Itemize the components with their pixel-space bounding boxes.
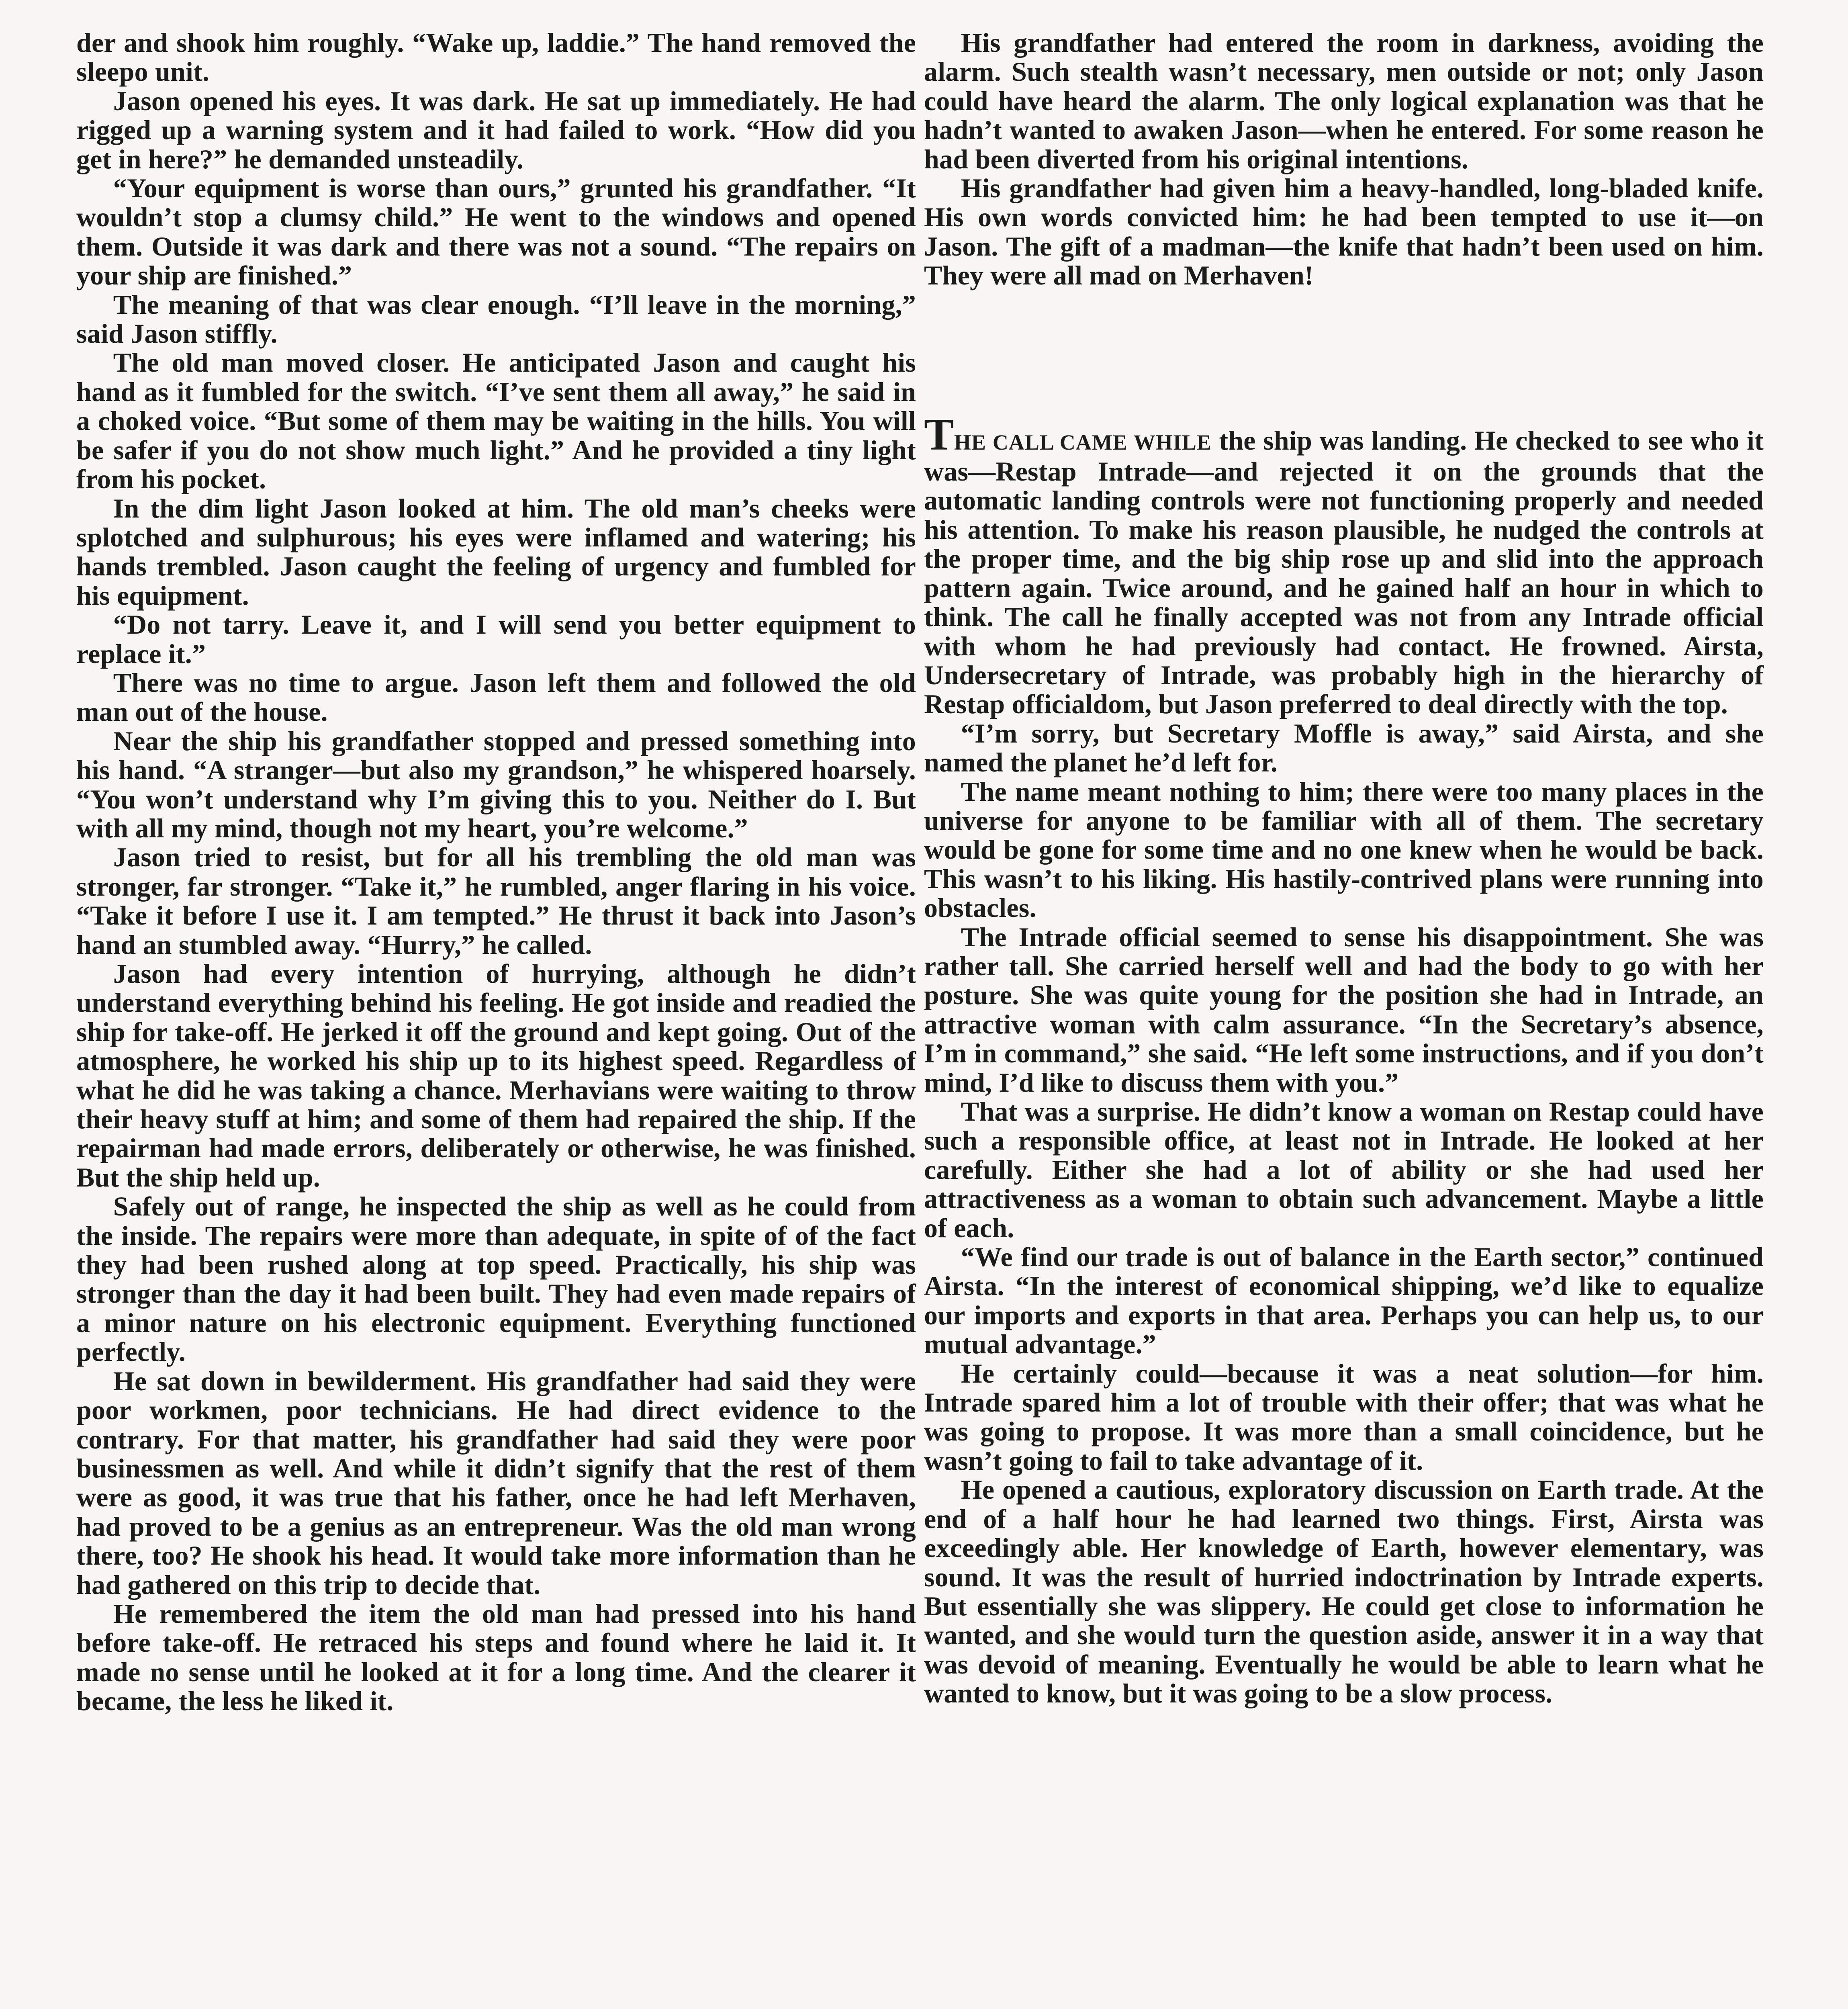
paragraph: Near the ship his grandfather stopped and pressed something into his hand. “A stranger—but also my grandson,” he whispered hoarsely. “You won’t understand why I’m giving this to you. Neither do I. But with all my mind, though not my heart, you’re welcome.” [76, 725, 916, 843]
paragraph: He sat down in bewilderment. His grandfather had said they were poor workmen, poor technicians. He had direct evidence to the contrary. For that matter, his grandfather had said they were poor businessmen as well. And while it didn’t signify that the rest of them were as good, it was true that his father, once he had left Merhaven, had proved to be a genius as an entrepreneur. Was the old man wrong there, too? He shook his head. It would take more information than he had gathered on this trip to decide that. [76, 1365, 916, 1600]
paragraph: “Do not tarry. Leave it, and I will send you better equipment to replace it.” [76, 609, 916, 669]
paragraph: The old man moved closer. He anticipated Jason and caught his hand as it fumbled for the switch. “I’ve sent them all away,” he said in a choked voice. “But some of them may be waiting in the hills. You will be safer if you do not show much light.” And he provided a tiny light from his pocket. [76, 347, 916, 495]
paragraph: His grandfather had entered the room in darkness, avoiding the alarm. Such stealth wasn’t necessary, men outside or not; only Jason could have heard the alarm. The only logical explanation was that he hadn’t wanted to awaken Jason—when he entered. For some reason he had been diverted from his original intentions. [924, 27, 1764, 174]
paragraph: He certainly could—because it was a neat solution—for him. Intrade spared him a lot of trouble with their offer; that was what he was going to propose. It was more than a small coincidence, but he wasn’t going to fail to take advantage of it. [924, 1358, 1764, 1476]
paragraph: That was a surprise. He didn’t know a woman on Restap could have such a responsible office, at least not in Intrade. He looked at her carefully. Either she had a lot of ability or she had used her attractiveness as a woman to obtain such advancement. Maybe a little of each. [924, 1096, 1764, 1243]
section-break [924, 290, 1764, 423]
paragraph: “Your equipment is worse than ours,” grunted his grandfather. “It wouldn’t stop a clumsy child.” He went to the windows and opened them. Outside it was dark and there was not a sound. “The repairs on your ship are finished.” [76, 173, 916, 291]
small-caps-lead: HE CALL CAME WHILE [954, 430, 1212, 454]
paragraph: The name meant nothing to him; there were too many places in the universe for anyone to be familiar with all of them. The secretary would be gone for some time and no one knew when he would be back. This wasn’t to his liking. His hastily-contrived plans were running into obstacles. [924, 776, 1764, 923]
paragraph: der and shook him roughly. “Wake up, laddie.” The hand removed the sleepo unit. [76, 27, 916, 87]
paragraph: The meaning of that was clear enough. “I’ll leave in the morning,” said Jason stiffly. [76, 289, 916, 349]
paragraph: Jason opened his eyes. It was dark. He sat up immediately. He had rigged up a warning system and it had failed to work. “How did you get in here?” he demanded unsteadily. [76, 85, 916, 174]
paragraph: Safely out of range, he inspected the ship as well as he could from the inside. The repairs were more than adequate, in spite of of the fact they had been rushed along at top speed. Practically, his ship was stronger than the day it had been built. They had even made repairs of a minor nature on his electronic equipment. Everything functioned perfectly. [76, 1191, 916, 1367]
opening-text: the ship was landing. He checked to see who it was—Restap Intrade—and rejected it on the grounds that the automatic landing controls were not functioning properly and needed his attention. To make his reason plausible, he nudged the controls at the proper time, and the big ship rose up and slid into the approach pattern again. Twice around, and he gained half an hour in which to think. The call he finally accepted was not from any Intrade official with whom he had previously had contact. He frowned. Airsta, Undersecretary of Intrade, was probably high in the hierarchy of Restap officialdom, but Jason preferred to deal directly with the top. [924, 425, 1764, 720]
paragraph: He opened a cautious, exploratory discussion on Earth trade. At the end of a half hour he had learned two things. First, Airsta was exceedingly able. Her knowledge of Earth, however elementary, was sound. It was the result of hurried indoctrination by Intrade experts. But essentially she was slippery. He could get close to information he wanted, and she would turn the question aside, answer it in a way that was devoid of meaning. Eventually he would be able to learn what he wanted to know, but it was going to be a slow process. [924, 1474, 1764, 1709]
right-column [924, 28, 1764, 1708]
paragraph: In the dim light Jason looked at him. The old man’s cheeks were splotched and sulphurous; his eyes were inflamed and watering; his hands trembled. Jason caught the feeling of urgency and fumbled for his equipment. [76, 493, 916, 611]
paragraph: Jason had every intention of hurrying, although he didn’t understand everything behind his feeling. He got inside and readied the ship for take-off. He jerked it off the ground and kept going. Out of the atmosphere, he worked his ship up to its highest speed. Regardless of what he did he was taking a chance. Merhavians were waiting to throw their heavy stuff at him; and some of them had repaired the ship. If the repairman had made errors, deliberately or otherwise, he was finished. But the ship held up. [76, 958, 916, 1193]
paragraph: Jason tried to resist, but for all his trembling the old man was stronger, far stronger. “Take it,” he rumbled, anger flaring in his voice. “Take it before I use it. I am tempted.” He thrust it back into Jason’s hand an stumbled away. “Hurry,” he called. [76, 842, 916, 960]
left-column [76, 28, 916, 1716]
paragraph: “I’m sorry, but Secretary Moffle is away,” said Airsta, and she named the planet he’d left for. [924, 718, 1764, 778]
paragraph: There was no time to argue. Jason left them and followed the old man out of the house. [76, 667, 916, 727]
paragraph: He remembered the item the old man had pressed into his hand before take-off. He retraced his steps and found where he laid it. It made no sense until he looked at it for a long time. And the clearer it became, the less he liked it. [76, 1598, 916, 1716]
paragraph: His grandfather had given him a heavy-handled, long-bladed knife. His own words convicted him: he had been tempted to use it—on Jason. The gift of a madman—the knife that hadn’t been used on him. They were all mad on Merhaven! [924, 173, 1764, 291]
paragraph: “We find our trade is out of balance in the Earth sector,” continued Airsta. “In the interest of economical shipping, we’d like to equalize our imports and exports in that area. Perhaps you can help us, to our mutual advantage.” [924, 1242, 1764, 1360]
paragraph: The Intrade official seemed to sense his disappointment. She was rather tall. She carried herself well and had the body to go with her posture. She was quite young for the position she had in Intrade, an attractive woman with calm assurance. “In the Secretary’s absence, I’m in command,” she said. “He left some instructions, and if you don’t mind, I’d like to discuss them with you.” [924, 921, 1764, 1098]
drop-cap: T [924, 409, 954, 460]
section-opening-paragraph [924, 409, 1764, 720]
